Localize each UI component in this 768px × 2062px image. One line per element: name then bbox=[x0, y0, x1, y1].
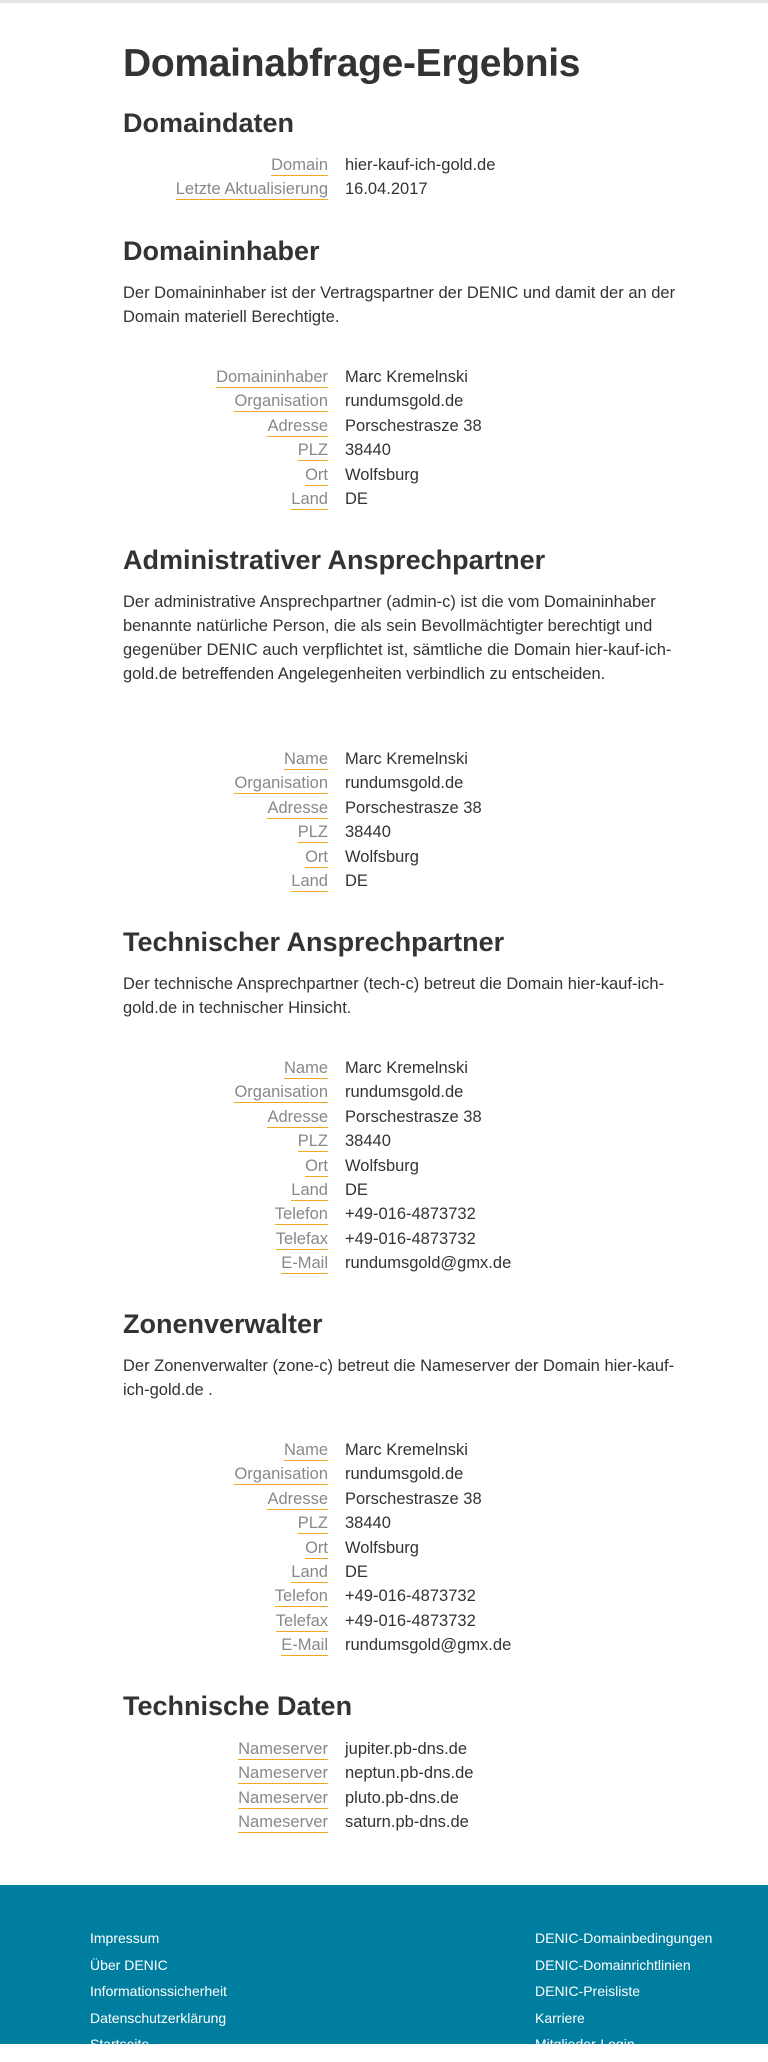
table-row bbox=[123, 847, 683, 871]
table-row bbox=[123, 1739, 683, 1763]
table-row bbox=[123, 179, 683, 203]
field-label[interactable]: PLZ bbox=[297, 1514, 328, 1533]
footer-link-impressum[interactable]: Impressum bbox=[90, 1930, 160, 1946]
field-value: jupiter.pb-dns.de bbox=[345, 1740, 468, 1758]
zone-table bbox=[123, 1440, 683, 1660]
footer-links-left bbox=[90, 1929, 227, 2062]
field-label[interactable]: Telefax bbox=[275, 1611, 328, 1630]
table-row bbox=[123, 440, 683, 464]
footer-link-karriere[interactable]: Karriere bbox=[535, 2009, 585, 2026]
field-value: Marc Kremelnski bbox=[345, 1441, 468, 1459]
field-label[interactable]: Organisation bbox=[234, 1465, 328, 1484]
field-value: 38440 bbox=[345, 1132, 391, 1151]
field-value: Marc Kremelnski bbox=[345, 368, 468, 386]
domaininhaber-table bbox=[123, 367, 683, 513]
field-value: rundumsgold.de bbox=[345, 1083, 464, 1102]
field-value: rundumsgold.de bbox=[345, 392, 464, 411]
field-value: Porschestrasze 38 bbox=[345, 1107, 482, 1126]
table-row bbox=[123, 489, 683, 513]
section-title-zone: Zonenverwalter bbox=[123, 1309, 323, 1339]
field-value: +49-016-4873732 bbox=[345, 1587, 476, 1606]
field-value: Porschestrasze 38 bbox=[345, 1489, 482, 1508]
field-label[interactable]: Organisation bbox=[234, 1083, 328, 1102]
table-row bbox=[123, 822, 683, 846]
field-label[interactable]: Organisation bbox=[234, 774, 328, 793]
field-label[interactable]: PLZ bbox=[297, 1132, 328, 1151]
table-row bbox=[123, 1635, 683, 1659]
domaindaten-table bbox=[123, 155, 683, 204]
field-value: neptun.pb-dns.de bbox=[345, 1764, 474, 1783]
field-value: rundumsgold@gmx.de bbox=[345, 1254, 512, 1273]
table-row bbox=[123, 1788, 683, 1812]
field-value: Wolfsburg bbox=[345, 1538, 419, 1557]
footer-link-mitglieder-login[interactable]: Mitglieder-Login bbox=[535, 2036, 635, 2052]
table-row bbox=[123, 749, 683, 773]
field-label[interactable]: Adresse bbox=[267, 798, 328, 817]
table-row bbox=[123, 1763, 683, 1787]
top-border bbox=[0, 0, 768, 3]
field-value: 38440 bbox=[345, 441, 391, 460]
field-label[interactable]: Ort bbox=[305, 847, 328, 866]
field-label[interactable]: Organisation bbox=[234, 392, 328, 411]
table-row bbox=[123, 1253, 683, 1277]
footer-link-ueber-denic[interactable]: Über DENIC bbox=[90, 1956, 168, 1973]
table-row bbox=[123, 155, 683, 179]
section-title-admin: Administrativer Ansprechpartner bbox=[123, 545, 546, 575]
page-title: Domainabfrage-Ergebnis bbox=[123, 42, 581, 85]
field-label[interactable]: Telefax bbox=[275, 1229, 328, 1248]
table-row bbox=[123, 1082, 683, 1106]
table-row bbox=[123, 416, 683, 440]
site-footer bbox=[0, 1885, 768, 2052]
table-row bbox=[123, 1107, 683, 1131]
field-label[interactable]: Name bbox=[283, 750, 328, 768]
field-value: DE bbox=[345, 1180, 368, 1199]
field-value: Wolfsburg bbox=[345, 465, 419, 484]
field-value: saturn.pb-dns.de bbox=[345, 1813, 469, 1832]
field-label[interactable]: Nameserver bbox=[238, 1788, 328, 1807]
section-description: Der Domaininhaber ist der Vertragspartner der DENIC und damit der an der Domain materiell Berechtigte. bbox=[123, 284, 676, 326]
footer-links-right bbox=[535, 1929, 712, 2062]
field-label[interactable]: Domaininhaber bbox=[216, 368, 328, 386]
admin-table bbox=[123, 749, 683, 895]
section-description: Der technische Ansprechpartner (tech-c) betreut die Domain hier-kauf-ich-gold.de in technischer Hinsicht. bbox=[123, 975, 665, 1017]
table-row bbox=[123, 1058, 683, 1082]
field-value: rundumsgold.de bbox=[345, 1465, 464, 1484]
field-label[interactable]: Land bbox=[291, 1180, 328, 1199]
table-row bbox=[123, 1586, 683, 1610]
field-label[interactable]: Nameserver bbox=[238, 1740, 328, 1758]
field-value: DE bbox=[345, 489, 368, 508]
table-row bbox=[123, 1229, 683, 1253]
field-value: DE bbox=[345, 1562, 368, 1581]
footer-link-informationssicherheit[interactable]: Informationssicherheit bbox=[90, 1983, 227, 1999]
field-label[interactable]: Telefon bbox=[274, 1587, 328, 1606]
table-row bbox=[123, 391, 683, 415]
section-title-domaininhaber: Domaininhaber bbox=[123, 236, 320, 266]
field-label[interactable]: Ort bbox=[305, 1538, 328, 1557]
table-row bbox=[123, 1513, 683, 1537]
field-value: +49-016-4873732 bbox=[345, 1229, 476, 1248]
field-label[interactable]: Telefon bbox=[274, 1205, 328, 1224]
field-label[interactable]: PLZ bbox=[297, 823, 328, 842]
field-label[interactable]: E-Mail bbox=[281, 1254, 328, 1273]
field-value: 16.04.2017 bbox=[345, 180, 428, 199]
field-label[interactable]: Ort bbox=[305, 465, 328, 484]
field-value: 38440 bbox=[345, 823, 391, 842]
table-row bbox=[123, 1562, 683, 1586]
field-value: hier-kauf-ich-gold.de bbox=[345, 156, 496, 174]
field-label[interactable]: Name bbox=[283, 1059, 328, 1077]
nameserver-table bbox=[123, 1739, 683, 1837]
field-value: +49-016-4873732 bbox=[345, 1205, 476, 1224]
footer-link-startseite[interactable]: Startseite bbox=[90, 2036, 150, 2052]
table-row bbox=[123, 798, 683, 822]
field-label[interactable]: Nameserver bbox=[238, 1764, 328, 1783]
field-value: pluto.pb-dns.de bbox=[345, 1788, 459, 1807]
footer-link-preisliste[interactable]: DENIC-Preisliste bbox=[535, 1983, 641, 1999]
field-label[interactable]: PLZ bbox=[297, 441, 328, 460]
field-value: DE bbox=[345, 871, 368, 890]
footer-link-datenschutz[interactable]: Datenschutzerklärung bbox=[90, 2009, 227, 2026]
field-value: Porschestrasze 38 bbox=[345, 416, 482, 435]
table-row bbox=[123, 1156, 683, 1180]
table-row bbox=[123, 871, 683, 895]
field-label[interactable]: Land bbox=[291, 1562, 328, 1581]
footer-link-domainbedingungen[interactable]: DENIC-Domainbedingungen bbox=[535, 1930, 713, 1946]
field-label[interactable]: Name bbox=[283, 1441, 328, 1459]
field-label[interactable]: Ort bbox=[305, 1156, 328, 1175]
section-title-domaindaten: Domaindaten bbox=[123, 108, 295, 138]
field-value: Wolfsburg bbox=[345, 1156, 419, 1175]
field-value: rundumsgold@gmx.de bbox=[345, 1636, 512, 1655]
field-value: Porschestrasze 38 bbox=[345, 798, 482, 817]
field-label[interactable]: Land bbox=[291, 489, 328, 508]
section-title-technische-daten: Technische Daten bbox=[123, 1691, 353, 1721]
field-label[interactable]: E-Mail bbox=[281, 1636, 328, 1655]
table-row bbox=[123, 1180, 683, 1204]
tech-table bbox=[123, 1058, 683, 1278]
table-row bbox=[123, 1538, 683, 1562]
table-row bbox=[123, 1489, 683, 1513]
footer-link-domainrichtlinien[interactable]: DENIC-Domainrichtlinien bbox=[535, 1956, 691, 1973]
field-label[interactable]: Land bbox=[291, 871, 328, 890]
field-value: 38440 bbox=[345, 1514, 391, 1533]
field-value: rundumsgold.de bbox=[345, 774, 464, 793]
field-label[interactable]: Nameserver bbox=[238, 1813, 328, 1832]
table-row bbox=[123, 1611, 683, 1635]
table-row bbox=[123, 367, 683, 391]
field-value: Marc Kremelnski bbox=[345, 1059, 468, 1077]
field-label[interactable]: Adresse bbox=[267, 1107, 328, 1126]
field-value: Marc Kremelnski bbox=[345, 750, 468, 768]
table-row bbox=[123, 1464, 683, 1488]
table-row bbox=[123, 1440, 683, 1464]
field-label[interactable]: Letzte Aktualisierung bbox=[175, 180, 328, 199]
table-row bbox=[123, 1812, 683, 1836]
table-row bbox=[123, 1131, 683, 1155]
section-description: Der Zonenverwalter (zone-c) betreut die Nameserver der Domain hier-kauf-ich-gold.de . bbox=[123, 1357, 675, 1399]
field-value: Wolfsburg bbox=[345, 847, 419, 866]
table-row bbox=[123, 465, 683, 489]
section-title-tech: Technischer Ansprechpartner bbox=[123, 927, 505, 957]
table-row bbox=[123, 773, 683, 797]
field-label[interactable]: Adresse bbox=[267, 416, 328, 435]
field-value: +49-016-4873732 bbox=[345, 1611, 476, 1630]
field-label[interactable]: Domain bbox=[271, 156, 328, 174]
section-description: Der administrative Ansprechpartner (admin-c) ist die vom Domaininhaber benannte natürliche Person, die als sein Bevollmächtigter berechtigt und gegenüber DENIC auch verpflichtet ist, sämtliche die Domain hier-kauf-ich-gold.de betreffenden Angelegenheiten verbindlich zu entscheiden. bbox=[123, 593, 672, 683]
field-label[interactable]: Adresse bbox=[267, 1489, 328, 1508]
table-row bbox=[123, 1204, 683, 1228]
